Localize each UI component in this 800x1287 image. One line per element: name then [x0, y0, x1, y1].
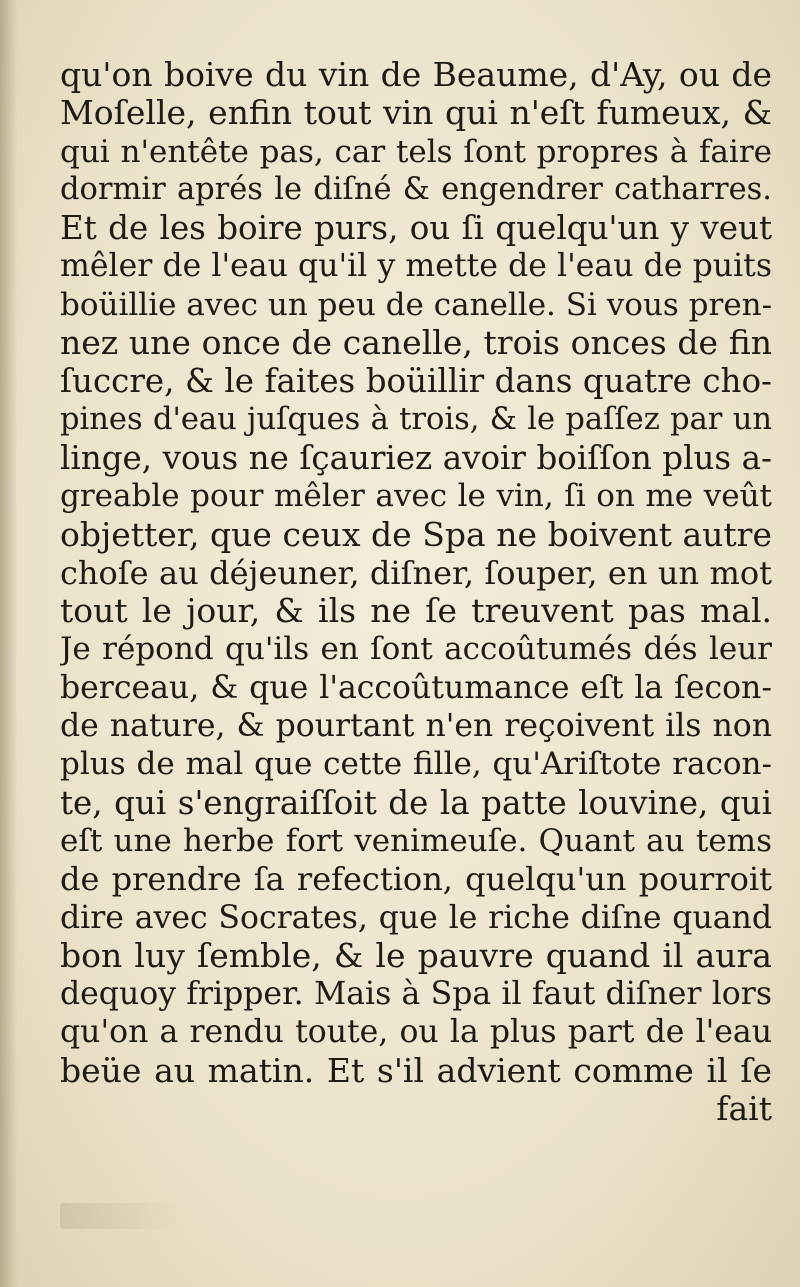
text-line: qui n'entête pas, car tels ſont propres à faire — [60, 133, 772, 170]
text-line: plus de mal que cette fille, qu'Ariſtote racon- — [60, 746, 772, 783]
text-line: de prendre ſa refection, quelqu'un pourroit — [60, 860, 772, 899]
text-line: dequoy fripper. Mais à Spa il faut diſner lors — [60, 976, 772, 1013]
catchword: fait — [716, 1090, 772, 1129]
text-line: Et de les boire purs, ou ſi quelqu'un y veut — [60, 209, 772, 248]
text-line: qu'on boive du vin de Beaume, d'Ay, ou de — [60, 56, 772, 94]
bleed-through-mark — [60, 1203, 180, 1229]
text-line: dire avec Socrates, que le riche diſne quand — [60, 899, 772, 936]
text-line: Je répond qu'ils en ſont accoûtumés dés leur — [60, 631, 772, 668]
text-line: mêler de l'eau qu'il y mette de l'eau de puits — [60, 248, 772, 285]
text-line: nez une once de canelle, trois onces de fin — [60, 324, 772, 363]
text-line: pines d'eau juſques à trois, & le paſſez par un — [60, 401, 772, 437]
text-line: dormir aprés le diſné & engendrer catharres. — [60, 171, 772, 207]
text-line: objetter, que ceux de Spa ne boivent autre — [60, 515, 772, 554]
text-line: ſuccre, & le faites boüillir dans quatre cho- — [60, 362, 772, 401]
text-line: greable pour mêler avec le vin, ſi on me veût — [60, 478, 772, 515]
text-line: de nature, & pourtant n'en reçoivent ils non — [60, 708, 772, 745]
text-line: te, qui s'engraiſſoit de la patte louvine, qui — [60, 783, 772, 822]
text-line: Moſelle, enfin tout vin qui n'eſt fumeux, & — [60, 94, 772, 133]
text-line: linge, vous ne ſçauriez avoir boiſſon plus a- — [60, 438, 772, 477]
text-line: eſt une herbe fort venimeuſe. Quant au tems — [60, 822, 772, 859]
text-line: berceau, & que l'accoûtumance eſt la ſecon- — [60, 669, 772, 706]
text-line: boüillie avec un peu de canelle. Si vous pren- — [60, 286, 772, 323]
text-line: tout le jour, & ils ne ſe treuvent pas mal. — [60, 592, 772, 631]
text-line: qu'on a rendu toute, ou la plus part de l'eau — [60, 1014, 772, 1051]
text-line: choſe au déjeuner, diſner, ſouper, en un mot — [60, 553, 772, 592]
page-binding-shadow — [0, 0, 18, 1287]
text-line: beüe au matin. Et s'il advient comme il ſe — [60, 1051, 772, 1090]
text-line: bon luy ſemble, & le pauvre quand il aura — [60, 936, 772, 975]
page-text-block — [60, 56, 772, 1128]
